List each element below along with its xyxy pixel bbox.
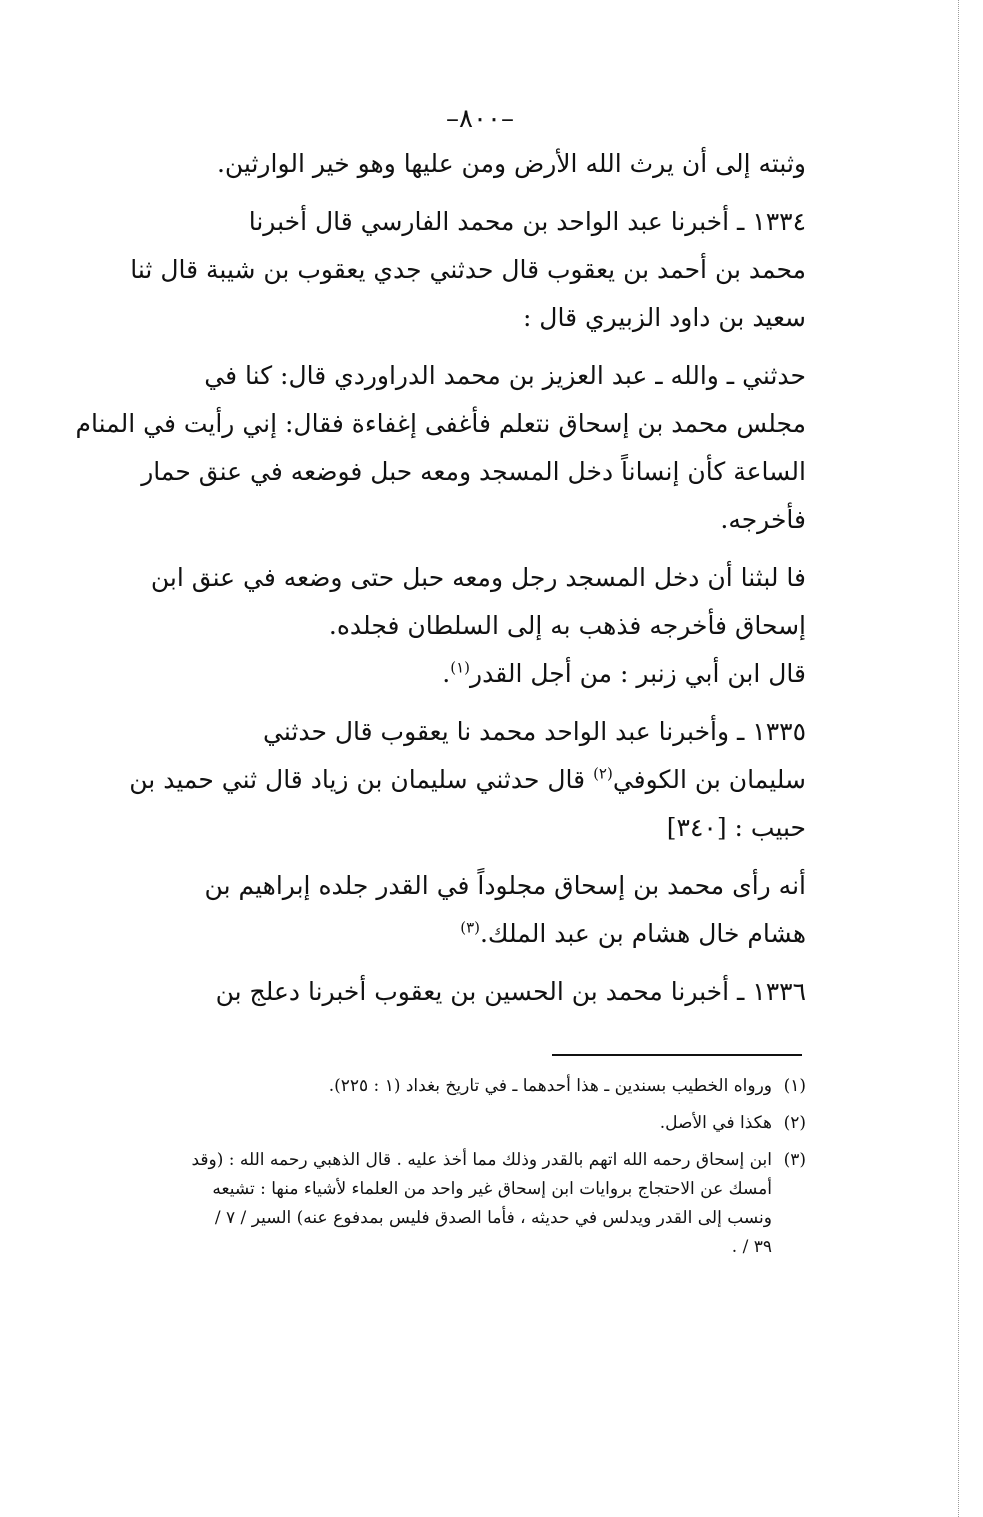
text-fragment: قال حدثني سليمان بن زياد قال ثني حميد بن [129, 765, 594, 794]
footnote-2 [134, 1109, 806, 1138]
text-line [129, 756, 806, 804]
narration-1334-line: ١٣٣٤ ـ أخبرنا عبد الواحد بن محمد الفارسي قال أخبرنا [248, 207, 806, 236]
text-fragment: سليمان بن الكوفي [612, 765, 806, 794]
footnotes [134, 1072, 806, 1270]
text-line [134, 910, 806, 958]
text-line: حبيب : [٣٤٠] [666, 813, 806, 842]
footnote-3 [134, 1146, 806, 1262]
footnote-ref-2: (٢) [593, 764, 613, 783]
text-line: مجلس محمد بن إسحاق نتعلم فأغفى إغفاءة فقال: إني رأيت في المنام [75, 409, 806, 438]
footnote-ref-3: (٣) [460, 918, 480, 937]
text-line: فا لبثنا أن دخل المسجد رجل ومعه حبل حتى وضعه في عنق ابن [150, 563, 806, 592]
footnote-separator [552, 1054, 802, 1056]
text-line [134, 650, 806, 698]
footnote-text: هكذا في الأصل. [659, 1113, 772, 1133]
footnote-text-line: ونسب إلى القدر ويدلس في حديثه ، فأما الصدق فليس بمدفوع عنه) السير / ٧ / [214, 1208, 772, 1228]
text-fragment: هشام خال هشام بن عبد الملك. [479, 919, 806, 948]
page-number: –٨٠٠– [446, 104, 514, 134]
footnote-text-line: أمسك عن الاحتجاج بروايات ابن إسحاق غير واحد من العلماء لأشياء منها : تشيعه [212, 1179, 772, 1199]
text-line: محمد بن أحمد بن يعقوب قال حدثني جدي يعقوب بن شيبة قال ثنا [130, 255, 806, 284]
text-line: سعيد بن داود الزبيري قال : [522, 303, 806, 332]
narration-1336-line: ١٣٣٦ ـ أخبرنا محمد بن الحسين بن يعقوب أخبرنا دعلج بن [215, 977, 806, 1006]
main-text [75, 140, 806, 1016]
text-fragment: قال ابن أبي زنبر : من أجل القدر [470, 659, 806, 688]
footnote-mark: (١) [783, 1076, 806, 1096]
footnote-mark: (٢) [783, 1113, 806, 1133]
footnote-text: ورواه الخطيب بسندين ـ هذا أحدهما ـ في تاريخ بغداد (١ : ٢٢٥). [328, 1076, 772, 1096]
footnote-1 [134, 1072, 806, 1101]
footnote-mark: (٣) [783, 1150, 806, 1170]
text-line: الساعة كأن إنساناً دخل المسجد ومعه حبل فوضعه في عنق حمار [141, 457, 806, 486]
footnote-text-line: ٣٩ / . [731, 1237, 772, 1257]
text-line: حدثني ـ والله ـ عبد العزيز بن محمد الدراوردي قال: كنا في [204, 361, 806, 390]
text-fragment: . [442, 659, 451, 688]
footnote-ref-1: (١) [450, 658, 470, 677]
footnote-text-line: ابن إسحاق رحمه الله اتهم بالقدر وذلك مما أخذ عليه . قال الذهبي رحمه الله : (وقد [191, 1150, 772, 1170]
text-line: أنه رأى محمد بن إسحاق مجلوداً في القدر جلده إبراهيم بن [204, 871, 806, 900]
text-line: فأخرجه. [720, 505, 806, 534]
text-line: وثبته إلى أن يرث الله الأرض ومن عليها وهو خير الوارثين. [216, 149, 806, 178]
narration-1335-line: ١٣٣٥ ـ وأخبرنا عبد الواحد محمد نا يعقوب قال حدثني [263, 717, 806, 746]
text-line: إسحاق فأخرجه فذهب به إلى السلطان فجلده. [328, 611, 806, 640]
page-edge-dotted-line [958, 0, 959, 1517]
